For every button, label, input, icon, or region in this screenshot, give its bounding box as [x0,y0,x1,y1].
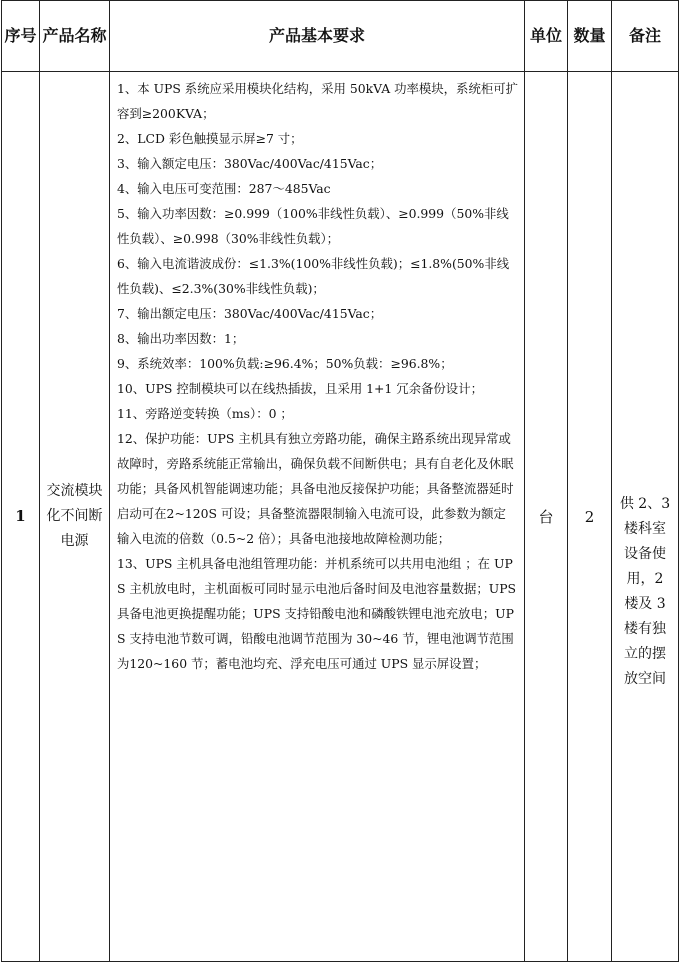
requirement-item: 6、输入电流谐波成份：≤1.3%(100%非线性负载)；≤1.8%(50%非线性负载)、≤2.3%(30%非线性负载)； [117,256,510,296]
header-quantity: 数量 [568,1,612,72]
requirement-item: 11、旁路逆变转换（ms）：0 ； [117,406,293,421]
requirement-item: 9、系统效率：100%负载:≥96.4%；50%负载：≥96.8%； [117,356,453,371]
requirement-item: 7、输出额定电压：380Vac/400Vac/415Vac； [117,306,383,321]
requirement-item: 2、LCD 彩色触摸显示屏≥7 寸； [117,131,303,146]
header-name: 产品名称 [40,1,110,72]
requirement-item: 8、输出功率因数：1； [117,331,245,346]
row-unit: 台 [525,72,568,962]
header-requirements: 产品基本要求 [110,1,525,72]
requirement-item: 4、输入电压可变范围：287～485Vac [117,181,331,196]
requirement-item: 13、UPS 主机具备电池组管理功能：并机系统可以共用电池组 ；在 UPS 主机放电时，主机面板可同时显示电池后备时间及电池容量数据；UPS 具备电池更换提醒功能；UPS 支持铅酸电池和磷酸铁锂电池充放电；UPS 支持电池节数可调，铅酸电池调节范围为 30~46 节，锂电池调节范围为120~160 节；蓄电池均充、浮充电压可通过 UPS 显示屏设置； [117,556,517,671]
row-index: 1 [2,72,40,962]
row-product-name: 交流模块化不间断电源 [40,72,110,962]
header-unit: 单位 [525,1,568,72]
product-requirements-table [1,0,679,962]
requirement-item: 10、UPS 控制模块可以在线热插拔，且采用 1+1 冗余备份设计； [117,381,483,396]
header-remarks: 备注 [612,1,679,72]
row-requirements [110,72,525,962]
row-quantity: 2 [568,72,612,962]
row-remarks: 供 2、3 楼科室设备使用，2 楼及 3 楼有独立的摆放空间 [612,72,679,962]
table-header-row [2,1,679,72]
requirement-item: 1、本 UPS 系统应采用模块化结构，采用 50kVA 功率模块，系统柜可扩容到≥200KVA； [117,81,519,121]
requirement-item: 5、输入功率因数：≥0.999（100%非线性负载）、≥0.999（50%非线性负载）、≥0.998（30%非线性负载）； [117,206,509,246]
requirement-item: 12、保护功能：UPS 主机具有独立旁路功能，确保主路系统出现异常或故障时，旁路系统能正常输出，确保负载不间断供电；具有自老化及休眠功能；具备风机智能调速功能；具备电池反接保护功能；具备整流器延时启动可在2~120S 可设；具备整流器限制输入电流可设，此参数为额定输入电流的倍数（0.5~2 倍）；具备电池接地故障检测功能； [117,431,514,546]
table-row [2,72,679,962]
header-index: 序号 [2,1,40,72]
requirement-item: 3、输入额定电压：380Vac/400Vac/415Vac； [117,156,383,171]
